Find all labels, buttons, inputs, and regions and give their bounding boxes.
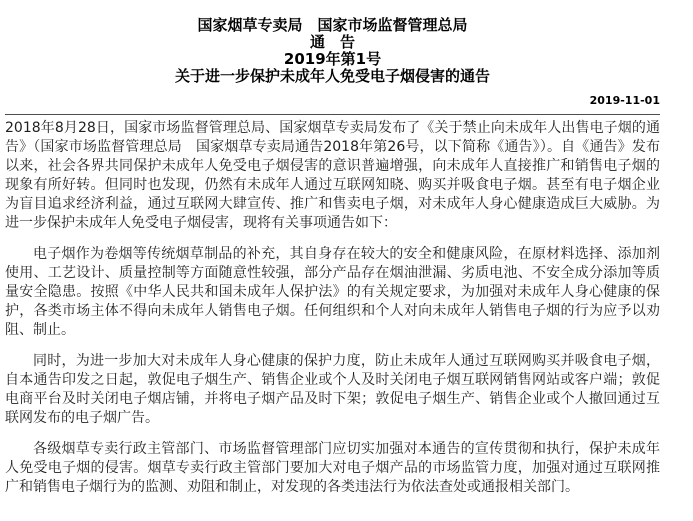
notice-title: 关于进一步保护未成年人免受电子烟侵害的通告 bbox=[174, 67, 490, 85]
doc-number: 2019年第1号 bbox=[283, 50, 382, 68]
notice-paragraph: 同时，为进一步加大对未成年人身心健康的保护力度，防止未成年人通过互联网购买并吸食电子烟，自本通告印发之日起，敦促电子烟生产、销售企业或个人及时关闭电子烟互联网销售网站或客户端；敦促电商平台及时关闭电子烟店铺，并将电子烟产品及时下架；敦促电子烟生产、销售企业或个人撤回通过互联网发布的电子烟广告。 bbox=[5, 353, 660, 426]
issuing-agencies: 国家烟草专卖局 国家市场监督管理总局 bbox=[197, 16, 468, 34]
header-divider bbox=[5, 114, 660, 115]
notice-header bbox=[5, 17, 660, 85]
publish-date: 2019-11-01 bbox=[589, 94, 660, 107]
notice-paragraph: 各级烟草专卖行政主管部门、市场监督管理部门应切实加强对本通告的宣传贯彻和执行，保护未成年人免受电子烟的侵害。烟草专卖行政主管部门要加大对电子烟产品的市场监管力度，加强对通过互联网推广和销售电子烟行为的监测、劝阻和制止，对发现的各类违法行为依法查处或通报相关部门。 bbox=[5, 441, 660, 495]
doc-type: 通 告 bbox=[309, 33, 355, 51]
notice-body bbox=[5, 119, 660, 497]
notice-paragraph: 电子烟作为卷烟等传统烟草制品的补充，其自身存在较大的安全和健康风险，在原材料选择、添加剂使用、工艺设计、质量控制等方面随意性较强，部分产品存在烟油泄漏、劣质电池、不安全成分添加等质量安全隐患。按照《中华人民共和国未成年人保护法》的有关规定要求，为加强对未成年人身心健康的保护，各类市场主体不得向未成年人销售电子烟。任何组织和个人对向未成年人销售电子烟的行为应予以劝阻、制止。 bbox=[5, 246, 660, 338]
notice-paragraph: 2018年8月28日，国家市场监督管理总局、国家烟草专卖局发布了《关于禁止向未成年人出售电子烟的通告》（国家市场监督管理总局 国家烟草专卖局通告2018年第26号，以下简称《通告》）。自《通告》发布以来，社会各界共同保护未成年人免受电子烟侵害的意识普遍增强，向未成年人直接推广和销售电子烟的现象有所好转。但同时也发现，仍然有未成年人通过互联网知晓、购买并吸食电子烟。甚至有电子烟企业为盲目追求经济利益，通过互联网大肆宣传、推广和售卖电子烟，对未成年人身心健康造成巨大威胁。为进一步保护未成年人免受电子烟侵害，现将有关事项通告如下： bbox=[5, 120, 660, 231]
